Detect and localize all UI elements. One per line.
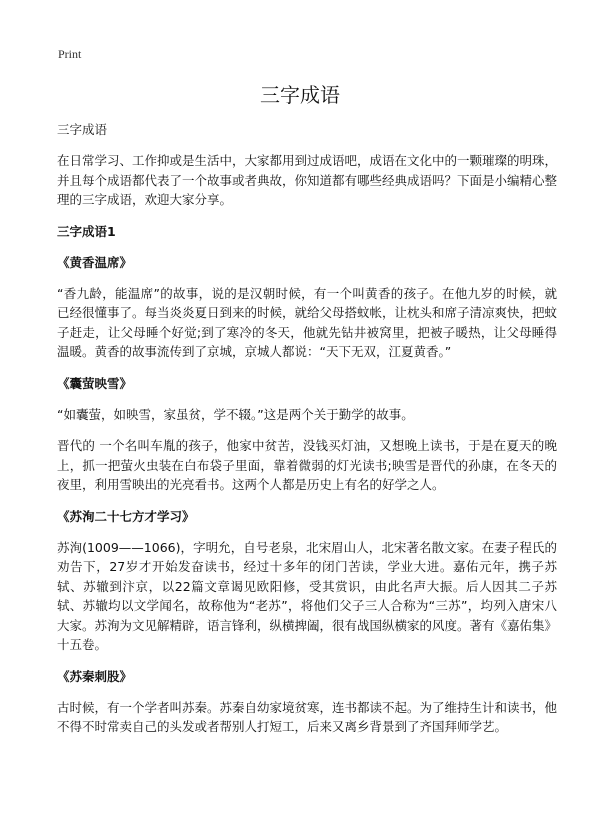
idiom-heading: 《囊萤映雪》 (57, 375, 133, 391)
article-subtitle: 三字成语 (57, 122, 108, 137)
story-paragraph: 晋代的 一个名叫车胤的孩子，他家中贫苦，没钱买灯油，又想晚上读书，于是在夏天的晚上，抓一把萤火虫装在白布袋子里面，靠着微弱的灯光读书;映雪是晋代的孙康，在冬天的夜里，利用雪映出的光亮看书。这两个人都是历史上有名的好学之人。 (57, 438, 557, 492)
idiom-heading: 《黄香温席》 (57, 254, 133, 270)
print-link[interactable]: Print (58, 47, 82, 61)
idiom-heading: 《苏秦刺股》 (57, 668, 133, 684)
story-paragraph: 古时候，有一个学者叫苏秦。苏秦自幼家境贫寒，连书都读不起。为了维持生计和读书，他不得不时常卖自己的头发或者帮别人打短工，后来又离乡背景到了齐国拜师学艺。 (57, 699, 558, 734)
story-paragraph: 苏洵(1009——1066)，字明允，自号老泉，北宋眉山人，北宋著名散文家。在妻子程氏的劝告下，27岁才开始发奋读书，经过十多年的闭门苦读，学业大进。嘉佑元年，携子苏轼、苏辙到汴京，以22篇文章谒见欧阳修，受其赏识，由此名声大振。后人因其二子苏轼、苏辙均以文学闻名，故称他为“老苏”，将他们父子三人合称为“三苏”，均列入唐宋八大家。苏洵为文见解精辟，语言锋利，纵横捭阖，很有战国纵横家的风度。著有《嘉佑集》十五卷。 (57, 539, 558, 652)
story-paragraph: “如囊萤，如映雪，家虽贫，学不辍。”这是两个关于勤学的故事。 (57, 406, 414, 422)
story-paragraph: “香九龄，能温席”的故事，说的是汉朝时候，有一个叫黄香的孩子。在他九岁的时候，就已经很懂事了。每当炎炎夏日到来的时候，就给父母搭蚊帐，让枕头和席子清凉爽快，把蚊子赶走，让父母睡个好觉;到了寒冷的冬天，他就先钻井被窝里，把被子暖热，让父母睡得温暖。黄香的故事流传到了京城，京城人都说：“天下无双，江夏黄香。” (57, 285, 558, 359)
idiom-heading: 《苏洵二十七方才学习》 (57, 508, 195, 524)
article-body (57, 120, 557, 749)
intro-paragraph: 在日常学习、工作抑或是生活中，大家都用到过成语吧，成语在文化中的一颗璀璨的明珠，并且每个成语都代表了一个故事或者典故，你知道都有哪些经典成语吗？下面是小编精心整理的三字成语，欢迎大家分享。 (57, 153, 558, 207)
section-heading: 三字成语1 (57, 223, 116, 239)
page-title: 三字成语 (260, 83, 340, 107)
